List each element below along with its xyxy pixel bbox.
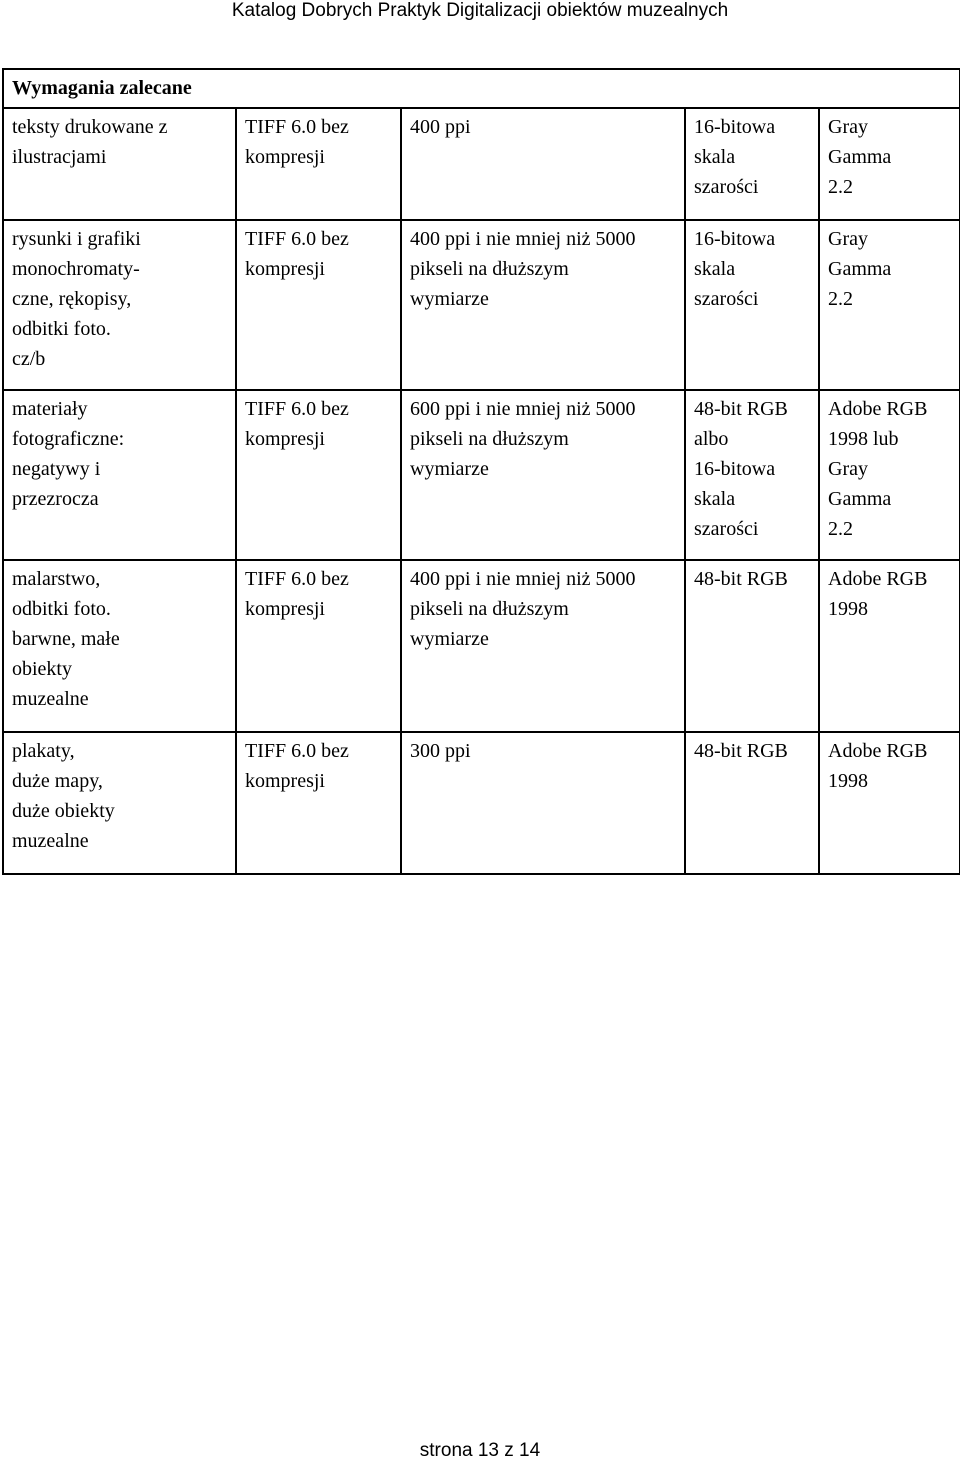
resolution-cell <box>401 732 685 874</box>
cell-text-line: Adobe RGB <box>828 740 928 762</box>
cell-text-line: duże mapy, <box>12 770 103 792</box>
cell-text-line: TIFF 6.0 bez <box>245 116 349 138</box>
cell-text-line: Adobe RGB <box>828 568 928 590</box>
cell-text-line: barwne, małe <box>12 628 120 650</box>
cell-text-line: 300 ppi <box>410 740 471 762</box>
material-cell <box>3 220 236 390</box>
cell-text-line: pikseli na dłuższym <box>410 428 569 450</box>
cell-text-line: Gamma <box>828 488 892 510</box>
cell-text-line: szarości <box>694 288 759 310</box>
cell-text-line: wymiarze <box>410 288 489 310</box>
cell-text-line: 48-bit RGB <box>694 568 788 590</box>
cell-text-line: 16-bitowa <box>694 458 776 480</box>
cell-text-line: przezrocza <box>12 488 99 510</box>
bit-depth-cell <box>685 108 819 220</box>
cell-text-line: 48-bit RGB <box>694 740 788 762</box>
cell-text-line: 400 ppi <box>410 116 471 138</box>
cell-text-line: 600 ppi i nie mniej niż 5000 <box>410 398 636 420</box>
format-cell <box>236 560 401 732</box>
cell-text-line: szarości <box>694 518 759 540</box>
cell-text-line: skala <box>694 488 736 510</box>
cell-text-line: albo <box>694 428 729 450</box>
cell-text-line: obiekty <box>12 658 72 680</box>
cell-text-line: cz/b <box>12 348 46 370</box>
cell-text-line: 1998 lub <box>828 428 899 450</box>
cell-text-line: szarości <box>694 176 759 198</box>
cell-text-line: 2.2 <box>828 176 853 198</box>
cell-text-line: 16-bitowa <box>694 228 776 250</box>
material-cell <box>3 560 236 732</box>
cell-text-line: kompresji <box>245 598 325 620</box>
resolution-cell <box>401 390 685 560</box>
table-row <box>3 560 960 732</box>
format-cell <box>236 732 401 874</box>
cell-text-line: Gray <box>828 458 868 480</box>
bit-depth-cell <box>685 390 819 560</box>
cell-text-line: 400 ppi i nie mniej niż 5000 <box>410 568 636 590</box>
cell-text-line: plakaty, <box>12 740 75 762</box>
cell-text-line: 2.2 <box>828 288 853 310</box>
color-profile-cell <box>819 390 960 560</box>
cell-text-line: kompresji <box>245 146 325 168</box>
cell-text-line: wymiarze <box>410 458 489 480</box>
cell-text-line: Gray <box>828 228 868 250</box>
format-cell <box>236 108 401 220</box>
cell-text-line: muzealne <box>12 830 89 852</box>
color-profile-cell <box>819 220 960 390</box>
table-row <box>3 390 960 560</box>
cell-text-line: skala <box>694 258 736 280</box>
material-cell <box>3 732 236 874</box>
section-header-row <box>3 69 960 108</box>
cell-text-line: kompresji <box>245 258 325 280</box>
requirements-table <box>2 68 960 875</box>
cell-text-line: 16-bitowa <box>694 116 776 138</box>
cell-text-line: duże obiekty <box>12 800 115 822</box>
table-row <box>3 732 960 874</box>
resolution-cell <box>401 560 685 732</box>
color-profile-cell <box>819 732 960 874</box>
cell-text-line: teksty drukowane z <box>12 116 168 138</box>
cell-text-line: malarstwo, <box>12 568 101 590</box>
cell-text-line: wymiarze <box>410 628 489 650</box>
section-title: Wymagania zalecane <box>3 69 960 108</box>
cell-text-line: 2.2 <box>828 518 853 540</box>
cell-text-line: 1998 <box>828 598 868 620</box>
format-cell <box>236 220 401 390</box>
bit-depth-cell <box>685 560 819 732</box>
table-row <box>3 220 960 390</box>
cell-text-line: TIFF 6.0 bez <box>245 398 349 420</box>
cell-text-line: pikseli na dłuższym <box>410 598 569 620</box>
cell-text-line: 400 ppi i nie mniej niż 5000 <box>410 228 636 250</box>
cell-text-line: kompresji <box>245 770 325 792</box>
color-profile-cell <box>819 108 960 220</box>
material-cell <box>3 108 236 220</box>
cell-text-line: TIFF 6.0 bez <box>245 740 349 762</box>
cell-text-line: negatywy i <box>12 458 101 480</box>
page-number: strona 13 z 14 <box>419 1440 541 1461</box>
cell-text-line: ilustracjami <box>12 146 107 168</box>
cell-text-line: Gray <box>828 116 868 138</box>
resolution-cell <box>401 220 685 390</box>
cell-text-line: TIFF 6.0 bez <box>245 228 349 250</box>
cell-text-line: skala <box>694 146 736 168</box>
cell-text-line: fotograficzne: <box>12 428 125 450</box>
cell-text-line: 48-bit RGB <box>694 398 788 420</box>
bit-depth-cell <box>685 732 819 874</box>
format-cell <box>236 390 401 560</box>
cell-text-line: materiały <box>12 398 88 420</box>
cell-text-line: muzealne <box>12 688 89 710</box>
cell-text-line: czne, rękopisy, <box>12 288 132 310</box>
cell-text-line: pikseli na dłuższym <box>410 258 569 280</box>
cell-text-line: monochromaty- <box>12 258 140 280</box>
bit-depth-cell <box>685 220 819 390</box>
cell-text-line: kompresji <box>245 428 325 450</box>
resolution-cell <box>401 108 685 220</box>
cell-text-line: rysunki i grafiki <box>12 228 141 250</box>
material-cell <box>3 390 236 560</box>
cell-text-line: Adobe RGB <box>828 398 928 420</box>
cell-text-line: 1998 <box>828 770 868 792</box>
cell-text-line: Gamma <box>828 258 892 280</box>
cell-text-line: Gamma <box>828 146 892 168</box>
cell-text-line: odbitki foto. <box>12 318 111 340</box>
cell-text-line: TIFF 6.0 bez <box>245 568 349 590</box>
running-header: Katalog Dobrych Praktyk Digitalizacji obiektów muzealnych <box>231 0 729 21</box>
cell-text-line: odbitki foto. <box>12 598 111 620</box>
table-row <box>3 108 960 220</box>
color-profile-cell <box>819 560 960 732</box>
